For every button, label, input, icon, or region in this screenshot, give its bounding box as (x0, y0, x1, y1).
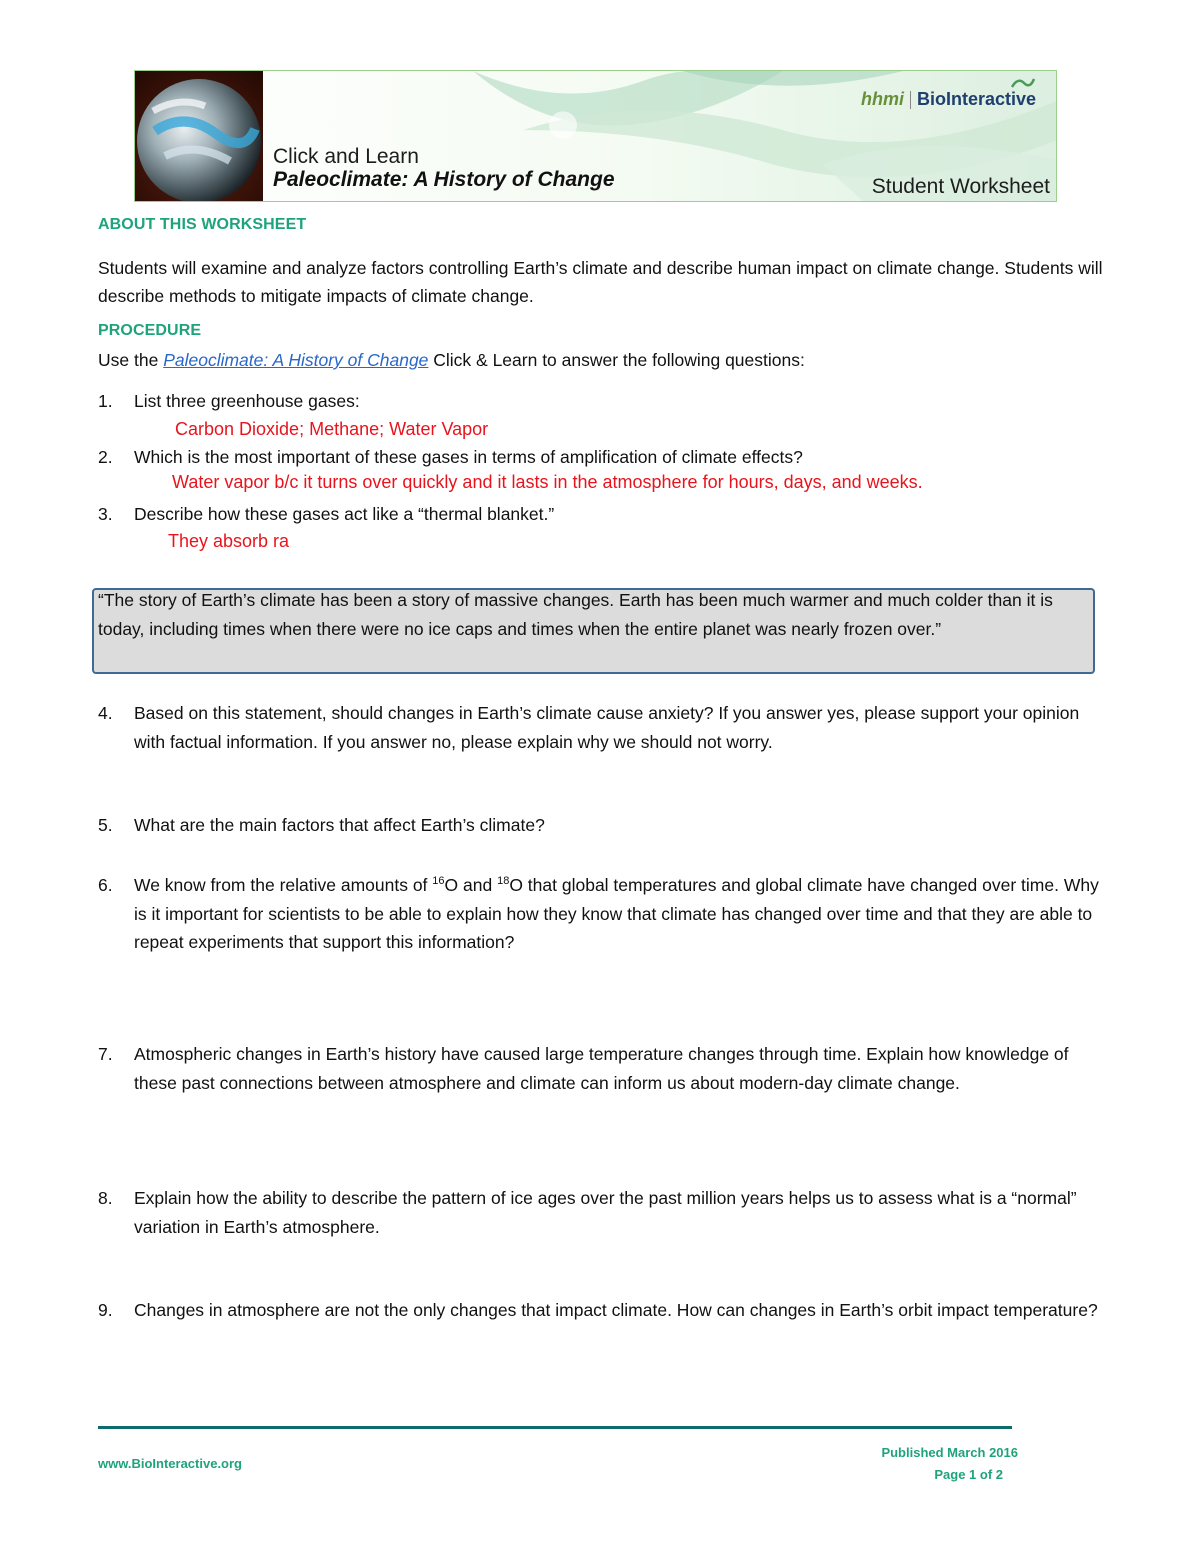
question-3 (98, 500, 1108, 529)
question-number: 2. (98, 447, 113, 467)
footer-publication-info (881, 1442, 1018, 1486)
question-1 (98, 387, 1108, 416)
question-text: Changes in atmosphere are not the only changes that impact climate. How can changes in Earth’s orbit impact temperature? (134, 1300, 1098, 1320)
published-date: Published March 2016 (881, 1445, 1018, 1460)
question-number: 4. (98, 703, 113, 723)
question-6-text-a: We know from the relative amounts of (134, 875, 433, 895)
question-4 (98, 699, 1108, 756)
question-6-text-b: O and (444, 875, 498, 895)
question-text: Explain how the ability to describe the pattern of ice ages over the past million years helps us to assess what is a “normal” variation in Earth’s atmosphere. (134, 1188, 1077, 1237)
footer-divider (98, 1426, 1012, 1429)
hhmi-biointeractive-logo (861, 89, 1036, 110)
quote-text: “The story of Earth’s climate has been a story of massive changes. Earth has been much warmer and much colder than it is today, including times when there were no ice caps and times when the entire planet was nearly frozen over.” (98, 590, 1053, 639)
question-number: 5. (98, 815, 113, 835)
logo-divider (910, 91, 911, 109)
page-number: Page 1 of 2 (934, 1467, 1003, 1482)
question-number: 6. (98, 875, 113, 895)
question-text: What are the main factors that affect Earth’s climate? (134, 815, 545, 835)
procedure-intro (98, 346, 1108, 374)
answer-3: They absorb ra (168, 531, 290, 551)
click-and-learn-label: Click and Learn (273, 145, 419, 168)
answer-2: Water vapor b/c it turns over quickly and it lasts in the atmosphere for hours, days, and weeks. (172, 472, 923, 492)
question-text: Atmospheric changes in Earth’s history have caused large temperature changes through time. Explain how knowledge of these past connections between atmosphere and climate can inform us about modern-day climate change. (134, 1044, 1069, 1093)
about-heading: ABOUT THIS WORKSHEET (98, 216, 307, 233)
procedure-heading: PROCEDURE (98, 322, 202, 339)
question-text (134, 871, 1108, 957)
logo-hhmi-text: hhmi (860, 89, 904, 109)
question-text: Based on this statement, should changes in Earth’s climate cause anxiety? If you answer yes, please support your opinion with factual information. If you answer no, please explain why we should not worry. (134, 703, 1080, 752)
isotope-18-superscript: 18 (497, 875, 510, 888)
page-title: Paleoclimate: A History of Change (273, 168, 615, 191)
worksheet-label: Student Worksheet (871, 175, 1050, 198)
question-number: 1. (98, 391, 113, 411)
procedure-intro-after: Click & Learn to answer the following questions: (428, 350, 805, 370)
isotope-16-superscript: 16 (432, 875, 445, 888)
question-text: Which is the most important of these gases in terms of amplification of climate effects? (134, 447, 803, 467)
question-6 (98, 871, 1108, 957)
question-number: 7. (98, 1044, 113, 1064)
question-6-text-c: O that global temperatures and global climate have changed over time. Why is it important for scientists to be able to explain how they know that climate has changed over time and that they are able to repeat experiments that support this information? (134, 875, 1099, 952)
header-banner (134, 70, 1057, 202)
footer-website-link[interactable]: www.BioInteractive.org (98, 1456, 242, 1471)
planet-image (135, 71, 263, 201)
answer-1: Carbon Dioxide; Methane; Water Vapor (175, 419, 489, 439)
question-number: 9. (98, 1300, 113, 1320)
question-9 (98, 1296, 1108, 1325)
question-text: List three greenhouse gases: (134, 391, 360, 411)
question-number: 3. (98, 504, 113, 524)
logo-biointeractive-text: BioInteractive (916, 89, 1036, 109)
question-text: Describe how these gases act like a “thermal blanket.” (134, 504, 555, 524)
question-8 (98, 1184, 1108, 1241)
procedure-intro-before: Use the (98, 350, 164, 370)
question-2 (98, 443, 1108, 472)
about-text: Students will examine and analyze factors controlling Earth’s climate and describe human impact on climate change. Students will describe methods to mitigate impacts of climate change. (98, 258, 1103, 306)
question-5 (98, 811, 1108, 840)
question-7 (98, 1040, 1108, 1097)
question-number: 8. (98, 1188, 113, 1208)
lizard-icon (1010, 75, 1036, 91)
click-and-learn-link[interactable]: Paleoclimate: A History of Change (163, 350, 429, 370)
